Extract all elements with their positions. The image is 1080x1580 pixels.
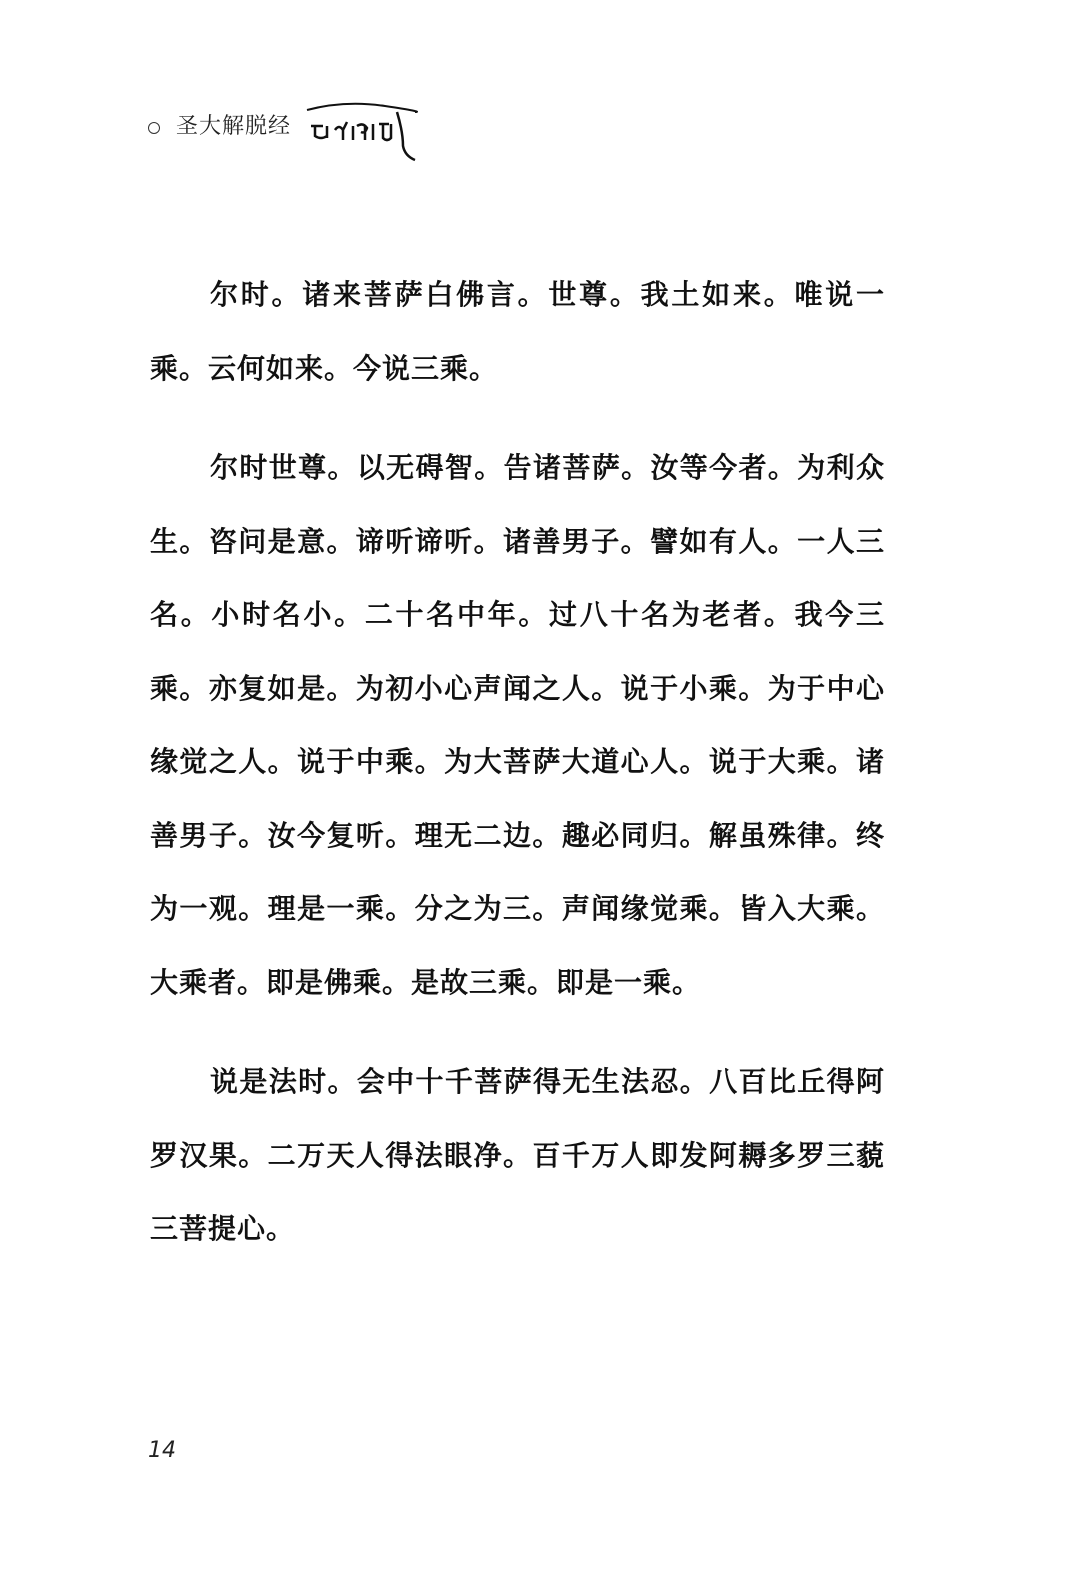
circle-bullet-icon bbox=[148, 122, 160, 134]
paragraph-2: 尔时世尊。以无碍智。告诸菩萨。汝等今者。为利众生。咨问是意。谛听谛听。诸善男子。譬如有人。一人三名。小时名小。二十名中年。过八十名为老者。我今三乘。亦复如是。为初小心声闻之人。说于小乘。为于中心缘觉之人。说于中乘。为大菩萨大道心人。说于大乘。诸善男子。汝今复听。理无二边。趣必同归。解虽殊律。终为一观。理是一乘。分之为三。声闻缘觉乘。皆入大乘。大乘者。即是佛乘。是故三乘。即是一乘。 bbox=[150, 451, 885, 999]
paragraph-1: 尔时。诸来菩萨白佛言。世尊。我土如来。唯说一乘。云何如来。今说三乘。 bbox=[150, 278, 885, 385]
header-title: 圣大解脱经 bbox=[176, 114, 292, 139]
tibetan-script-logo-icon bbox=[305, 96, 425, 170]
body-text bbox=[150, 258, 885, 1266]
paragraph-3: 说是法时。会中十千菩萨得无生法忍。八百比丘得阿罗汉果。二万天人得法眼净。百千万人即发阿耨多罗三藐三菩提心。 bbox=[150, 1065, 885, 1245]
running-header bbox=[148, 112, 425, 172]
page-number: 14 bbox=[148, 1438, 176, 1463]
